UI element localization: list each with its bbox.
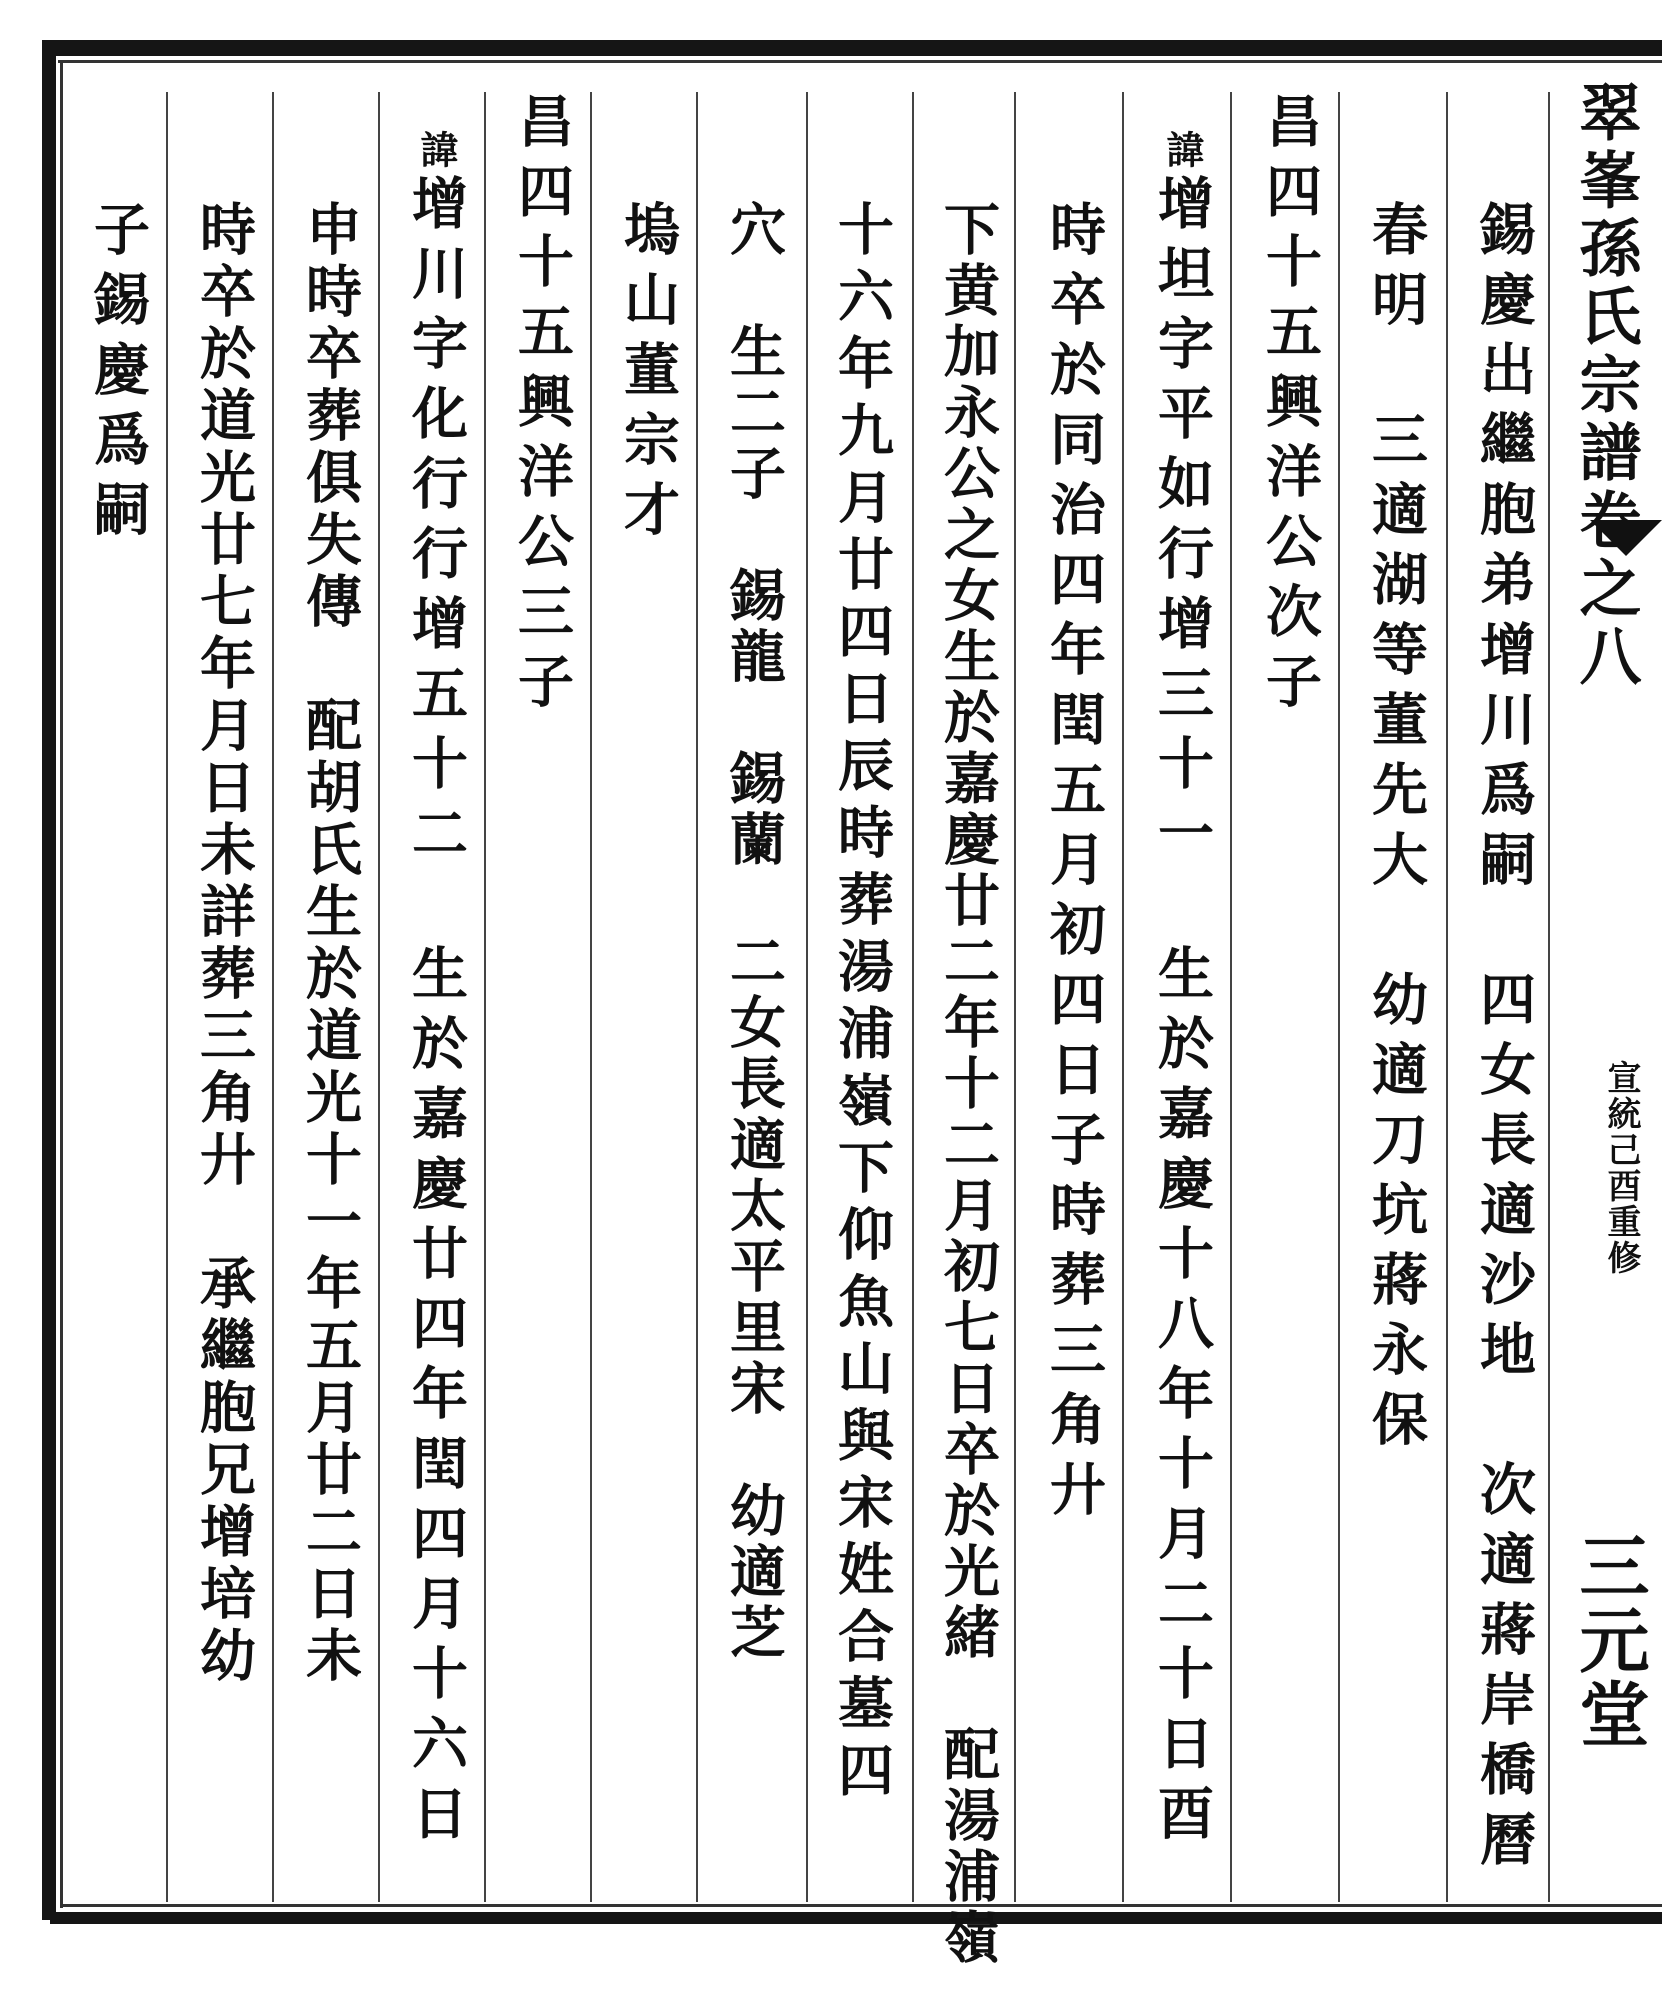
- column-text: 承繼胞兄增培幼: [191, 1254, 257, 1688]
- column-text: 三適湖等董先大: [1363, 410, 1429, 900]
- column-text: 增川字化行行增五十二: [403, 174, 469, 874]
- column-text: 錫慶出繼胞弟增川爲嗣: [1471, 200, 1537, 900]
- column-rule: [166, 92, 168, 1902]
- column-text: 穴: [721, 200, 787, 261]
- column-text: 增坦字平如行增三十一: [1149, 174, 1215, 874]
- column-text: 時卒於道光廿七年月日未詳葬三角廾: [191, 200, 257, 1192]
- column-rule: [590, 92, 592, 1902]
- column-text: 子錫慶爲嗣: [85, 200, 151, 550]
- text-column-6: [935, 200, 1001, 1969]
- genealogy-title: [1569, 80, 1642, 692]
- hall-name: 三元堂: [1568, 1530, 1651, 1752]
- page-frame-bottom: [50, 1912, 1662, 1924]
- text-column-2: [1363, 200, 1429, 1460]
- text-column-3: [1257, 92, 1323, 722]
- column-rule: [696, 92, 698, 1902]
- fish-tail-mark: [1590, 520, 1662, 556]
- column-text: 昌四十五興洋公次子: [1257, 92, 1323, 722]
- page-frame-top-inner: [58, 60, 1662, 63]
- text-column-11: [403, 130, 469, 1854]
- text-column-13: [191, 200, 257, 1688]
- column-rule: [1014, 92, 1016, 1902]
- column-rule: [806, 92, 808, 1902]
- column-text: 生二子: [721, 322, 787, 505]
- column-text: 生於嘉慶十八年十月二十日酉: [1149, 944, 1215, 1854]
- taboo-name-label: 諱: [414, 130, 459, 174]
- column-text: 下黄加永公之女生於嘉慶廿二年十二月初七日卒於光緒: [935, 200, 1001, 1664]
- column-text: 錫龍 錫蘭 二女長適太平里宋 幼適芝: [721, 566, 787, 1664]
- text-column-7: [829, 200, 895, 1808]
- column-text: 春明: [1363, 200, 1429, 340]
- page-frame-left-inner: [60, 60, 63, 1908]
- column-text: 塢山董宗才: [615, 200, 681, 550]
- column-text: 生於嘉慶廿四年閏四月十六日: [403, 944, 469, 1854]
- text-column-8: [721, 200, 787, 1664]
- text-column-5: [1041, 200, 1107, 1530]
- text-column-1: [1471, 200, 1537, 1880]
- column-rule: [378, 92, 380, 1902]
- column-text: 次適蔣岸橋曆: [1471, 1460, 1537, 1880]
- column-text: 配湯浦嶺: [935, 1725, 1001, 1969]
- column-rule: [484, 92, 486, 1902]
- book-title: 翠峯孫氏宗譜: [1569, 80, 1642, 488]
- column-text: 十六年九月廿四日辰時葬湯浦嶺下仰魚山與宋姓合墓四: [829, 200, 895, 1808]
- page-frame-bottom-inner: [60, 1904, 1662, 1907]
- page-frame-top: [50, 40, 1662, 56]
- column-rule: [912, 92, 914, 1902]
- column-text: 幼適刀坑蔣永保: [1363, 970, 1429, 1460]
- column-rule: [272, 92, 274, 1902]
- column-text: 四女長適沙地: [1471, 970, 1537, 1390]
- column-rule: [1548, 92, 1550, 1902]
- text-column-9: [615, 200, 681, 550]
- taboo-name-label: 諱: [1160, 130, 1205, 174]
- text-column-4: [1149, 130, 1215, 1854]
- text-column-14: [85, 200, 151, 550]
- column-rule: [1122, 92, 1124, 1902]
- column-text: 時卒於同治四年閏五月初四日子時葬三角廾: [1041, 200, 1107, 1530]
- edition-note: 宣統己酉重修: [1601, 1060, 1641, 1276]
- column-rule: [1230, 92, 1232, 1902]
- column-text: 配胡氏生於道光十一年五月廿二日未: [297, 696, 363, 1688]
- text-column-10: [509, 92, 575, 722]
- column-rule: [1446, 92, 1448, 1902]
- column-text: 申時卒葬俱失傳: [297, 200, 363, 634]
- column-rule: [1338, 92, 1340, 1902]
- page-frame-left: [42, 40, 56, 1920]
- text-column-12: [297, 200, 363, 1688]
- volume-number: 卷之八: [1569, 488, 1642, 692]
- column-text: 昌四十五興洋公三子: [509, 92, 575, 722]
